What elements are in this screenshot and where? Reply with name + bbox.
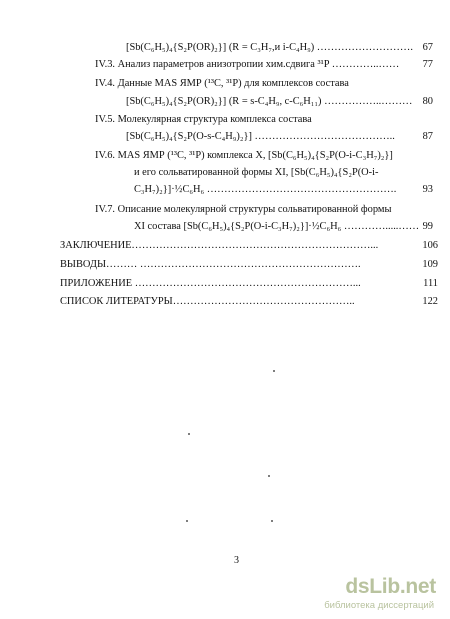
toc-page-number: 106: [422, 240, 438, 251]
toc-page-number: 80: [422, 96, 433, 107]
page-number: 3: [234, 555, 239, 566]
toc-page-number: 122: [422, 296, 438, 307]
toc-line: ЗАКЛЮЧЕНИЕ……………………………………………………………...: [60, 240, 379, 251]
scan-speck: [273, 370, 275, 372]
toc-line: и его сольватированной формы XI, [Sb(C₆H₅)₄{S₂P(O-i-: [134, 167, 379, 178]
dslib-watermark: [316, 575, 436, 613]
toc-line: ВЫВОДЫ……… ……………………………………………………….: [60, 259, 361, 270]
toc-line: IV.6. MAS ЯМР (¹³C, ³¹P) комплекса X, [Sb(C₆H₅)₄{S₂P(O-i-C₃H₇)₂}]: [95, 150, 393, 161]
toc-page-number: 93: [422, 184, 433, 195]
toc-line: IV.5. Молекулярная структура комплекса состава: [95, 114, 312, 125]
scan-speck: [268, 475, 270, 477]
scan-speck: [188, 433, 190, 435]
watermark-subtitle: библиотека диссертаций: [324, 600, 434, 611]
toc-line: [Sb(C₆H₅)₄{S₂P(OR)₂}] (R = s-C₄H₉, c-C₆H₁₁) ……………..………: [126, 96, 413, 107]
scan-speck: [271, 520, 273, 522]
toc-page-number: 77: [422, 59, 433, 70]
toc-page-number: 87: [422, 131, 433, 142]
toc-line: ПРИЛОЖЕНИЕ ………………………………………………………...: [60, 278, 361, 289]
toc-line: IV.3. Анализ параметров анизотропии хим.сдвига ³¹P …………..……: [95, 59, 400, 70]
toc-page-number: 99: [422, 221, 433, 232]
toc-line: СПИСОК ЛИТЕРАТУРЫ……………………………………………..: [60, 296, 355, 307]
toc-line: XI состава [Sb(C₆H₅)₄{S₂P(O-i-C₃H₇)₂}]·½C₆H₆ ………….....……: [134, 221, 420, 232]
toc-line: C₃H₇)₂}]·½C₆H₆ ……………………………………………….: [134, 184, 397, 195]
toc-page-number: 111: [423, 278, 438, 289]
toc-line: [Sb(C₆H₅)₄{S₂P(OR)₂}] (R = C₃H₇,и i-C₄H₉) ……………………….: [126, 42, 413, 53]
toc-line: IV.7. Описание молекулярной структуры сольватированной формы: [95, 204, 392, 215]
scan-speck: [186, 520, 188, 522]
toc-line: IV.4. Данные MAS ЯМР (¹³C, ³¹P) для комплексов состава: [95, 78, 349, 89]
toc-line: [Sb(C₆H₅)₄{S₂P(O-s-C₄H₉)₂}] …………………………………..: [126, 131, 395, 142]
toc-page-number: 109: [422, 259, 438, 270]
watermark-logo: dsLib.net: [345, 575, 436, 598]
toc-page-number: 67: [422, 42, 433, 53]
